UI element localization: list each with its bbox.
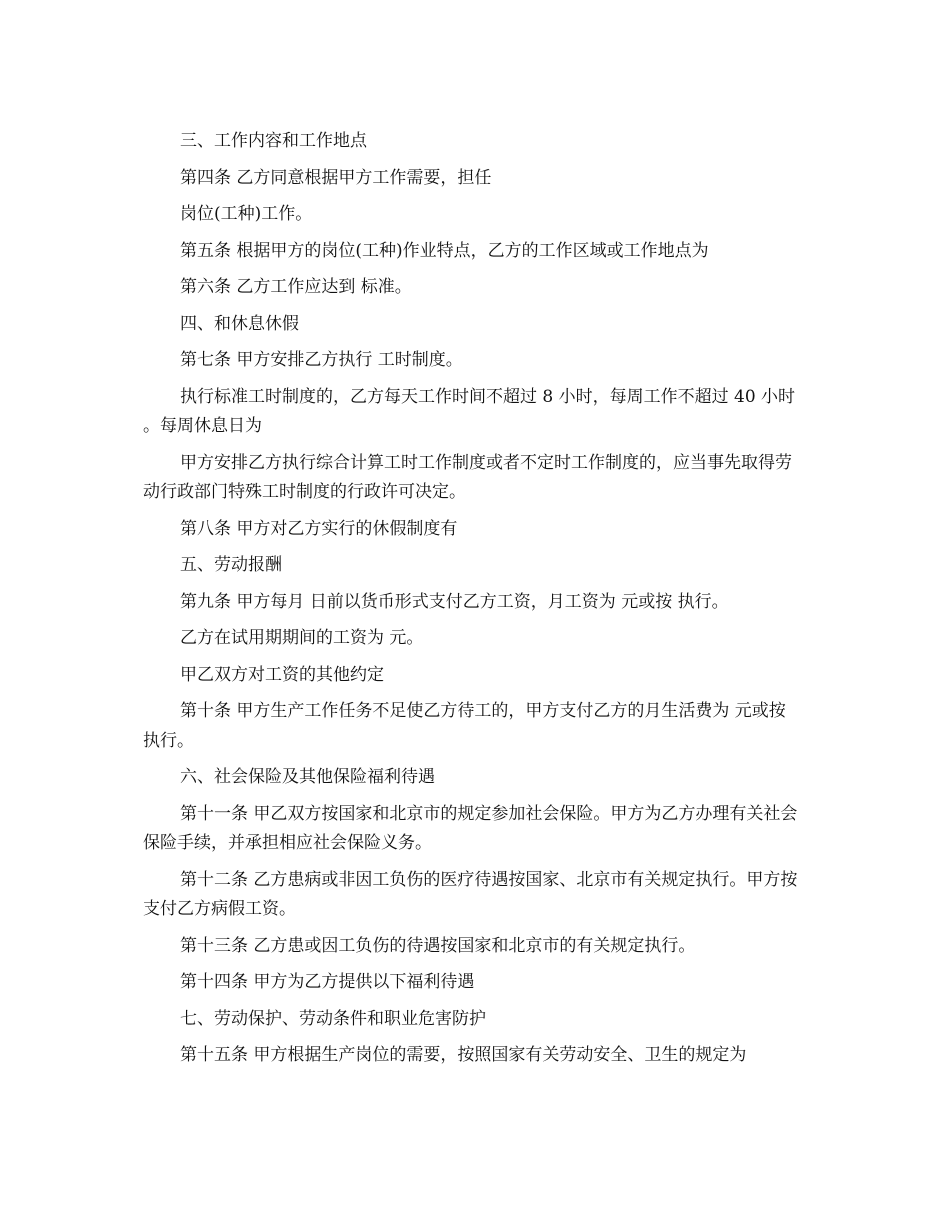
clause-paragraph: 第七条 甲方安排乙方执行 工时制度。 [180, 350, 463, 370]
clause-paragraph: 第四条 乙方同意根据甲方工作需要，担任 [180, 167, 492, 188]
section-heading: 六、社会保险及其他保险福利待遇 [180, 767, 435, 787]
document-body [143, 127, 808, 1078]
clause-paragraph: 第十三条 乙方患或因工负伤的待遇按国家和北京市的有关规定执行。 [180, 935, 696, 956]
section-heading: 七、劳动保护、劳动条件和职业危害防护 [180, 1008, 486, 1029]
clause-paragraph: 第五条 根据甲方的岗位(工种)作业特点，乙方的工作区域或工作地点为 [180, 240, 709, 261]
clause-paragraph: 甲方安排乙方执行综合计算工时工作制度或者不定时工作制度的，应当事先取得劳动行政部门特殊工时制度的行政许可决定。 [143, 452, 792, 502]
clause-paragraph: 乙方在试用期期间的工资为 元。 [180, 628, 424, 648]
clause-paragraph: 第十一条 甲乙双方按国家和北京市的规定参加社会保险。甲方为乙方办理有关社会保险手续，并承担相应社会保险义务。 [143, 803, 798, 853]
clause-paragraph: 第六条 乙方工作应达到 标准。 [180, 277, 412, 297]
clause-paragraph: 第十四条 甲方为乙方提供以下福利待遇 [180, 972, 475, 992]
section-heading: 四、和休息休假 [180, 313, 299, 334]
clause-paragraph: 甲乙双方对工资的其他约定 [180, 664, 384, 685]
clause-paragraph: 第九条 甲方每月 日前以货币形式支付乙方工资，月工资为 元或按 执行。 [180, 591, 729, 612]
section-heading: 五、劳动报酬 [180, 555, 282, 575]
clause-paragraph: 岗位(工种)工作。 [180, 204, 313, 224]
clause-paragraph: 第十五条 甲方根据生产岗位的需要，按照国家有关劳动安全、卫生的规定为 [180, 1045, 747, 1065]
section-heading: 三、工作内容和工作地点 [180, 131, 367, 151]
clause-paragraph: 第十二条 乙方患病或非因工负伤的医疗待遇按国家、北京市有关规定执行。甲方按 支付乙方病假工资。 [143, 869, 798, 919]
clause-paragraph: 第十条 甲方生产工作任务不足使乙方待工的，甲方支付乙方的月生活费为 元或按 执行。 [143, 701, 786, 751]
clause-paragraph: 第八条 甲方对乙方实行的休假制度有 [180, 518, 458, 539]
clause-paragraph: 执行标准工时制度的，乙方每天工作时间不超过 8 小时，每周工作不超过 40 小时。每周休息日为 [143, 386, 796, 436]
